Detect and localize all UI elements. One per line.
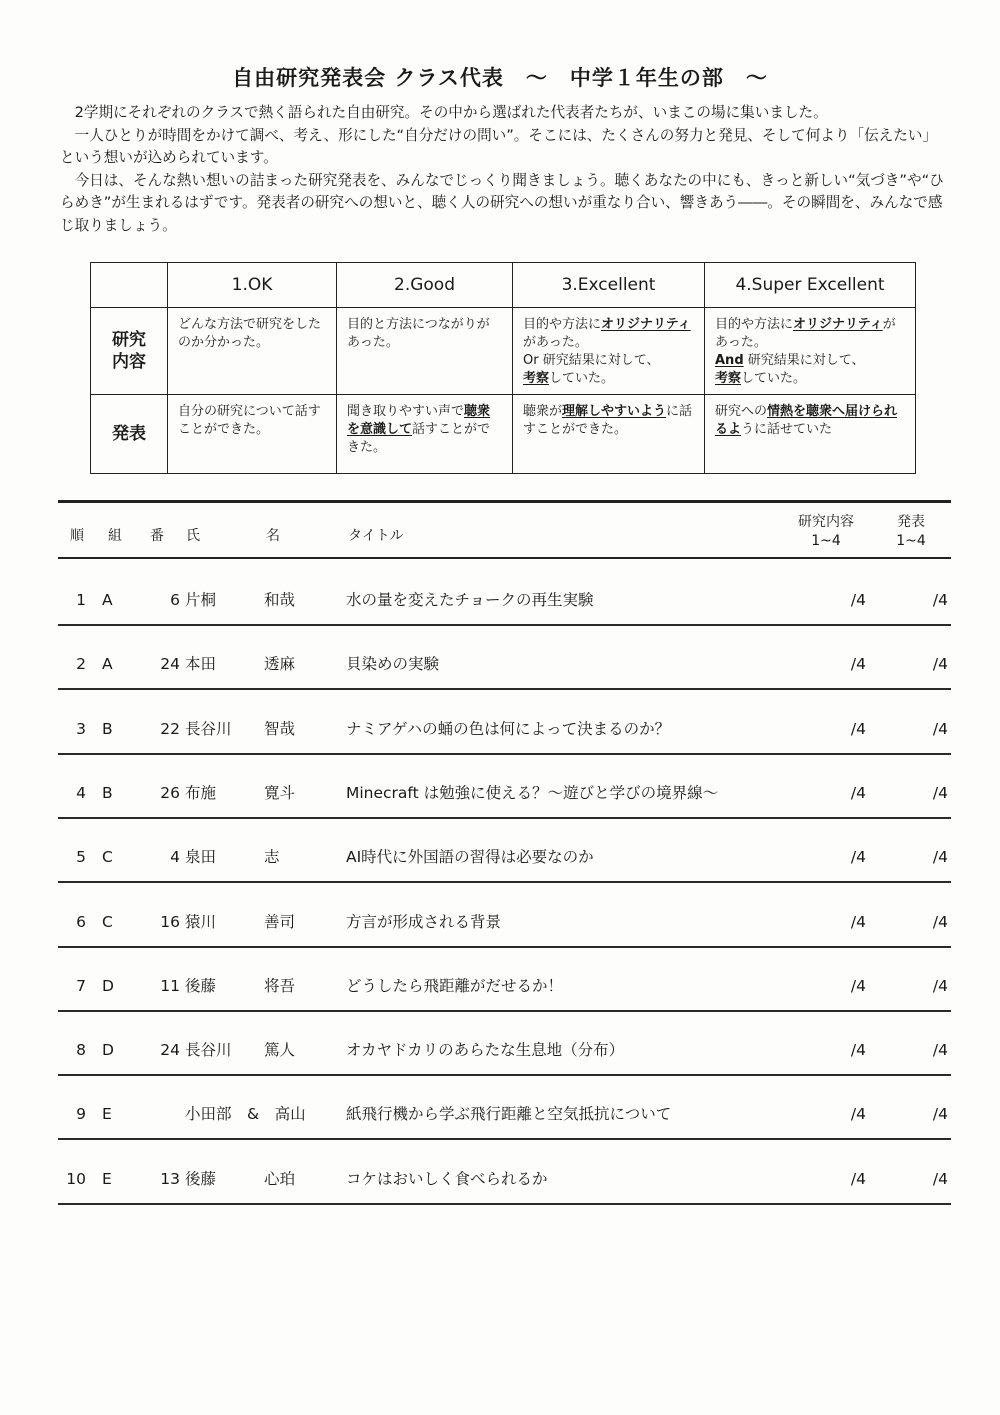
number-cell: 16 [160, 912, 180, 931]
header-order: 順 [70, 528, 84, 544]
research-score-cell: /4 [850, 591, 866, 609]
family-name-cell: 長谷川 [185, 719, 232, 738]
table-row [58, 689, 951, 755]
presentation-score-cell: /4 [932, 1041, 948, 1060]
rubric-row-presentation: 発表 [91, 395, 168, 474]
presentation-score-cell: /4 [932, 783, 948, 802]
order-cell: 10 [66, 1169, 86, 1188]
table-row [58, 946, 951, 1012]
number-cell: 4 [170, 848, 180, 867]
group-cell: B [102, 783, 113, 802]
intro-paragraph: 一人ひとりが時間をかけて調べ、考え、形にした“自分だけの問い”。そこには、たくさんの努力と発見、そして何より「伝えたい」という想いが込められています。 [60, 126, 938, 166]
header-number: 番 [150, 528, 164, 544]
header-group: 組 [108, 528, 122, 544]
research-score-cell: /4 [850, 1105, 866, 1124]
presentation-score-cell: /4 [932, 976, 948, 995]
table-row [58, 753, 951, 819]
table-row [58, 624, 951, 690]
title-cell: 水の量を変えたチョークの再生実験 [346, 591, 594, 609]
family-name-cell: 長谷川 [185, 1041, 232, 1060]
presentation-score-cell: /4 [932, 848, 948, 867]
presentation-score-cell: /4 [932, 655, 948, 674]
rubric-level-excellent: 3.Excellent [513, 263, 705, 308]
order-cell: 2 [76, 655, 86, 674]
table-row [58, 1010, 951, 1076]
given-name-cell: 寛斗 [264, 783, 296, 802]
rubric-cell: 目的や方法にオリジナリティがあった。 Or 研究結果に対して、 考察していた。 [513, 308, 705, 395]
title-cell: どうしたら飛距離がだせるか！ [346, 976, 564, 995]
group-cell: E [102, 1105, 112, 1124]
research-score-cell: /4 [850, 848, 866, 867]
title-cell: 紙飛行機から学ぶ飛行距離と空気抵抗について [346, 1105, 672, 1124]
header-score-presentation: 発表 1~4 [896, 514, 926, 549]
header-score-research: 研究内容 1~4 [798, 514, 854, 549]
order-cell: 1 [76, 591, 86, 609]
number-cell: 24 [160, 655, 180, 674]
title-cell: オカヤドカリのあらたな生息地（分布） [346, 1041, 625, 1060]
given-name-cell: 心珀 [264, 1169, 296, 1188]
rubric-level-ok: 1.OK [168, 263, 337, 308]
table-row [58, 560, 951, 626]
rubric-corner [91, 263, 168, 308]
group-cell: A [102, 655, 113, 674]
given-name-cell: 智哉 [264, 719, 296, 738]
rubric-cell: どんな方法で研究をしたのか分かった。 [168, 308, 337, 395]
presentation-score-cell: /4 [932, 1105, 948, 1124]
order-cell: 4 [76, 783, 86, 802]
family-name-cell: 猿川 [185, 912, 217, 931]
given-name-cell: 和哉 [264, 591, 296, 609]
research-score-cell: /4 [850, 783, 866, 802]
intro-text [60, 102, 950, 237]
number-cell: 11 [160, 976, 180, 995]
roster-top-rule [58, 500, 951, 503]
rubric-level-good: 2.Good [337, 263, 513, 308]
number-cell: 26 [160, 783, 180, 802]
group-cell: E [102, 1169, 112, 1188]
table-row [58, 1074, 951, 1140]
family-name-cell: 小田部 & 高山 [185, 1105, 306, 1124]
order-cell: 8 [76, 1041, 86, 1060]
family-name-cell: 片桐 [185, 591, 217, 609]
rubric-cell: 聞き取りやすい声で聴衆を意識して話すことができた。 [337, 395, 513, 474]
table-row [58, 817, 951, 883]
rubric-cell: 目的や方法にオリジナリティがあった。 And 研究結果に対して、 考察していた。 [705, 308, 916, 395]
research-score-cell: /4 [850, 912, 866, 931]
number-cell: 24 [160, 1041, 180, 1060]
number-cell: 6 [170, 591, 180, 609]
rubric-table [90, 262, 916, 474]
order-cell: 9 [76, 1105, 86, 1124]
group-cell: D [102, 976, 114, 995]
presentation-score-cell: /4 [932, 912, 948, 931]
order-cell: 3 [76, 719, 86, 738]
rubric-cell: 自分の研究について話すことができた。 [168, 395, 337, 474]
title-cell: Minecraft は勉強に使える？～遊びと学びの境界線～ [346, 783, 719, 802]
header-given-name: 名 [266, 528, 280, 544]
header-title: タイトル [348, 528, 404, 544]
family-name-cell: 後藤 [185, 1169, 217, 1188]
order-cell: 6 [76, 912, 86, 931]
given-name-cell: 将吾 [264, 976, 296, 995]
number-cell: 22 [160, 719, 180, 738]
intro-paragraph: 今日は、そんな熱い想いの詰まった研究発表を、みんなでじっくり聞きましょう。聴くあなたの中にも、きっと新しい“気づき”や“ひらめき”が生まれるはずです。発表者の研究への想いと、聴く人の研究への想いが重なり合い、響きあう――。その瞬間を、みんなで感じ取りましょう。 [60, 171, 944, 234]
research-score-cell: /4 [850, 1041, 866, 1060]
group-cell: B [102, 719, 113, 738]
rubric-cell: 目的と方法につながりがあった。 [337, 308, 513, 395]
presentation-score-cell: /4 [932, 1169, 948, 1188]
title-cell: コケはおいしく食べられるか [346, 1169, 548, 1188]
family-name-cell: 本田 [185, 655, 217, 674]
group-cell: C [102, 912, 113, 931]
family-name-cell: 泉田 [185, 848, 217, 867]
order-cell: 7 [76, 976, 86, 995]
research-score-cell: /4 [850, 1169, 866, 1188]
intro-paragraph: 2学期にそれぞれのクラスで熱く語られた自由研究。その中から選ばれた代表者たちが、いまこの場に集いました。 [74, 104, 828, 121]
given-name-cell: 篤人 [264, 1041, 296, 1060]
family-name-cell: 布施 [185, 783, 217, 802]
rubric-cell: 研究への情熱を聴衆へ届けられるように話せていた [705, 395, 916, 474]
page-title: 自由研究発表会 クラス代表 ～ 中学１年生の部 ～ [232, 66, 768, 90]
given-name-cell: 透麻 [264, 655, 296, 674]
group-cell: D [102, 1041, 114, 1060]
group-cell: C [102, 848, 113, 867]
rubric-cell: 聴衆が理解しやすいように話すことができた。 [513, 395, 705, 474]
research-score-cell: /4 [850, 976, 866, 995]
given-name-cell: 志 [264, 848, 280, 867]
presentation-score-cell: /4 [932, 591, 948, 609]
table-row [58, 882, 951, 948]
order-cell: 5 [76, 848, 86, 867]
research-score-cell: /4 [850, 719, 866, 738]
roster-header-rule [58, 557, 951, 559]
given-name-cell: 善司 [264, 912, 296, 931]
title-cell: 貝染めの実験 [346, 655, 440, 674]
rubric-level-super-excellent: 4.Super Excellent [705, 263, 916, 308]
presentation-score-cell: /4 [932, 719, 948, 738]
group-cell: A [102, 591, 113, 609]
research-score-cell: /4 [850, 655, 866, 674]
family-name-cell: 後藤 [185, 976, 217, 995]
table-row [58, 1139, 951, 1205]
rubric-row-research: 研究 内容 [91, 308, 168, 395]
header-family-name: 氏 [186, 528, 200, 544]
title-cell: 方言が形成される背景 [346, 912, 502, 931]
number-cell: 13 [160, 1169, 180, 1188]
title-cell: AI時代に外国語の習得は必要なのか [346, 848, 594, 867]
title-cell: ナミアゲハの蛹の色は何によって決まるのか？ [346, 719, 671, 738]
